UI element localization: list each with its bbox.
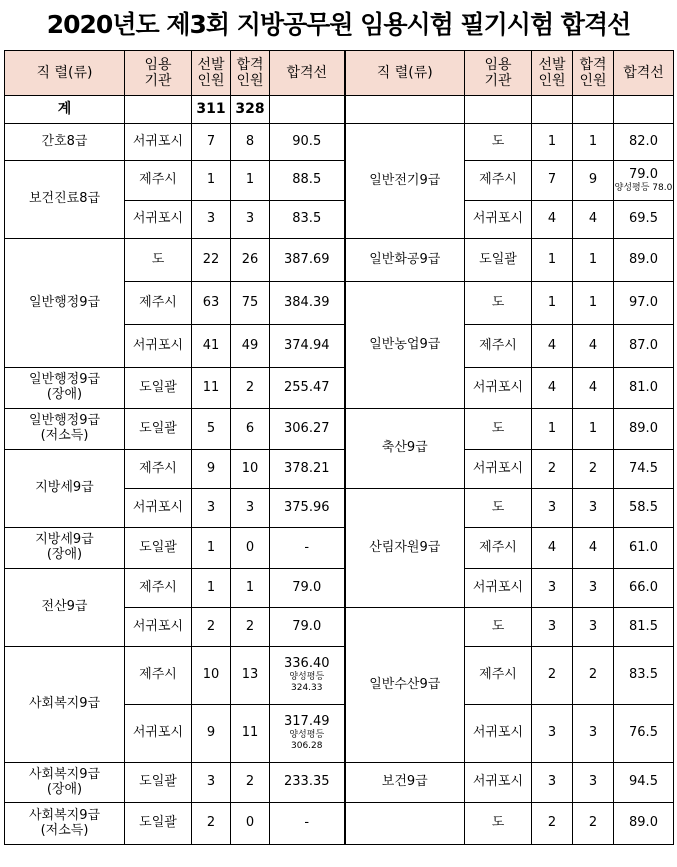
- job-cell: 지방세9급: [5, 450, 125, 528]
- pass-cell: 3: [573, 569, 614, 608]
- cut-cell: 66.0: [614, 569, 674, 608]
- pass-cell: 49: [231, 325, 270, 368]
- col-cut: 합격선: [270, 51, 345, 96]
- page-title: 2020년도 제3회 지방공무원 임용시험 필기시험 합격선: [46, 10, 631, 39]
- table-row: [5, 569, 674, 608]
- pass-cell: 3: [573, 608, 614, 647]
- cut-cell: 336.40 양성평등 324.33: [270, 647, 345, 705]
- cut-cell: 74.5: [614, 450, 674, 489]
- select-cell: 7: [192, 124, 231, 161]
- cut-cell: 89.0: [614, 239, 674, 282]
- select-cell: 1: [192, 161, 231, 201]
- table-row: [5, 450, 674, 489]
- select-cell: 63: [192, 282, 231, 325]
- job-cell: 보건9급: [345, 763, 465, 803]
- agency-cell: 도일괄: [125, 803, 192, 845]
- total-label: 계: [5, 96, 125, 124]
- job-cell: 일반수산9급: [345, 608, 465, 763]
- select-cell: 1: [192, 528, 231, 569]
- select-cell: 4: [532, 325, 573, 368]
- cut-cell: 81.0: [614, 368, 674, 409]
- table-row: [5, 763, 674, 803]
- cut-cell: -: [270, 528, 345, 569]
- agency-cell: 제주시: [125, 450, 192, 489]
- cut-cell: 378.21: [270, 450, 345, 489]
- select-cell: 22: [192, 239, 231, 282]
- table-row: [5, 528, 674, 569]
- job-cell: 사회복지9급 (장애): [5, 763, 125, 803]
- cut-cell: -: [270, 803, 345, 845]
- cut-cell: 69.5: [614, 201, 674, 239]
- agency-cell: 도: [465, 803, 532, 845]
- agency-cell: 제주시: [125, 647, 192, 705]
- pass-cell: 1: [231, 161, 270, 201]
- pass-cell: 0: [231, 528, 270, 569]
- pass-cell: 4: [573, 325, 614, 368]
- job-cell: 일반행정9급 (저소득): [5, 409, 125, 450]
- pass-cell: 3: [231, 201, 270, 239]
- select-cell: 3: [532, 705, 573, 763]
- agency-cell: 도일괄: [125, 368, 192, 409]
- pass-cell: 2: [231, 608, 270, 647]
- pass-cell: 1: [573, 239, 614, 282]
- select-cell: 3: [532, 763, 573, 803]
- gender-equity-note: 양성평등 78.0: [614, 182, 673, 193]
- pass-cell: 75: [231, 282, 270, 325]
- col-job: 직 렬(류): [5, 51, 125, 96]
- job-cell: [345, 803, 465, 845]
- agency-cell: 서귀포시: [125, 124, 192, 161]
- job-cell: 지방세9급 (장애): [5, 528, 125, 569]
- agency-cell: 서귀포시: [465, 763, 532, 803]
- col-job-right: 직 렬(류): [345, 51, 465, 96]
- col-pass: 합격 인원: [231, 51, 270, 96]
- header-row: [5, 51, 674, 96]
- job-cell: 보건진료8급: [5, 161, 125, 239]
- select-cell: 2: [532, 647, 573, 705]
- table-row: [5, 239, 674, 282]
- select-cell: 2: [532, 450, 573, 489]
- select-cell: 3: [192, 489, 231, 528]
- total-row: [5, 96, 674, 124]
- agency-cell: 도: [465, 608, 532, 647]
- pass-cell: 3: [573, 489, 614, 528]
- agency-cell: 도: [465, 409, 532, 450]
- pass-cell: 11: [231, 705, 270, 763]
- job-cell: 일반전기9급: [345, 124, 465, 239]
- col-pass-right: 합격 인원: [573, 51, 614, 96]
- table-row: [5, 409, 674, 450]
- cut-cell: 88.5: [270, 161, 345, 201]
- select-cell: 2: [532, 803, 573, 845]
- agency-cell: 서귀포시: [125, 608, 192, 647]
- col-select: 선발 인원: [192, 51, 231, 96]
- cut-cell: 374.94: [270, 325, 345, 368]
- agency-cell: 도일괄: [125, 528, 192, 569]
- agency-cell: 서귀포시: [465, 569, 532, 608]
- agency-cell: 제주시: [125, 569, 192, 608]
- select-cell: 1: [192, 569, 231, 608]
- pass-cell: 4: [573, 201, 614, 239]
- select-cell: 9: [192, 705, 231, 763]
- table-row: [5, 368, 674, 409]
- agency-cell: 서귀포시: [465, 368, 532, 409]
- pass-cell: 2: [231, 368, 270, 409]
- job-cell: 일반농업9급: [345, 282, 465, 409]
- agency-cell: 도: [465, 124, 532, 161]
- select-cell: 1: [532, 124, 573, 161]
- cut-cell: 82.0: [614, 124, 674, 161]
- pass-cell: 3: [573, 763, 614, 803]
- pass-cell: 26: [231, 239, 270, 282]
- pass-cell: 8: [231, 124, 270, 161]
- agency-cell: 서귀포시: [465, 705, 532, 763]
- pass-cell: 10: [231, 450, 270, 489]
- pass-cell: 1: [573, 282, 614, 325]
- cut-cell: 89.0: [614, 803, 674, 845]
- cut-cell: 317.49 양성평등 306.28: [270, 705, 345, 763]
- agency-cell: 도: [125, 239, 192, 282]
- pass-cell: 2: [573, 647, 614, 705]
- col-select-right: 선발 인원: [532, 51, 573, 96]
- select-cell: 3: [532, 489, 573, 528]
- cut-cell: 233.35: [270, 763, 345, 803]
- table-row: [5, 161, 674, 201]
- pass-cell: 2: [231, 763, 270, 803]
- cut-cell: 81.5: [614, 608, 674, 647]
- cut-cell: 83.5: [614, 647, 674, 705]
- agency-cell: 제주시: [125, 161, 192, 201]
- select-cell: 3: [192, 201, 231, 239]
- job-cell: 일반화공9급: [345, 239, 465, 282]
- select-cell: 41: [192, 325, 231, 368]
- job-cell: 전산9급: [5, 569, 125, 647]
- select-cell: 3: [532, 608, 573, 647]
- pass-score-table: [4, 50, 674, 845]
- job-cell: 일반행정9급 (장애): [5, 368, 125, 409]
- select-cell: 4: [532, 368, 573, 409]
- select-cell: 5: [192, 409, 231, 450]
- job-cell: 산림자원9급: [345, 489, 465, 608]
- cut-cell: 375.96: [270, 489, 345, 528]
- select-cell: 1: [532, 409, 573, 450]
- col-agency: 임용 기관: [125, 51, 192, 96]
- cut-cell: 89.0: [614, 409, 674, 450]
- pass-cell: 4: [573, 528, 614, 569]
- cut-cell: 79.0: [270, 608, 345, 647]
- job-cell: 사회복지9급: [5, 647, 125, 763]
- cut-cell: 255.47: [270, 368, 345, 409]
- pass-cell: 3: [573, 705, 614, 763]
- select-cell: 1: [532, 282, 573, 325]
- cut-cell: 94.5: [614, 763, 674, 803]
- cut-cell: 90.5: [270, 124, 345, 161]
- pass-cell: 3: [231, 489, 270, 528]
- cut-cell: 83.5: [270, 201, 345, 239]
- agency-cell: 도일괄: [465, 239, 532, 282]
- agency-cell: 도일괄: [125, 763, 192, 803]
- agency-cell: 서귀포시: [465, 201, 532, 239]
- agency-cell: 제주시: [465, 528, 532, 569]
- agency-cell: 서귀포시: [125, 705, 192, 763]
- cut-cell: 87.0: [614, 325, 674, 368]
- select-cell: 2: [192, 608, 231, 647]
- pass-cell: 0: [231, 803, 270, 845]
- pass-cell: 9: [573, 161, 614, 201]
- gender-equity-note: 양성평등: [289, 672, 325, 683]
- pass-cell: 2: [573, 450, 614, 489]
- pass-cell: 1: [231, 569, 270, 608]
- cut-cell: 79.0 양성평등 78.0: [614, 161, 674, 201]
- agency-cell: 제주시: [125, 282, 192, 325]
- col-cut-right: 합격선: [614, 51, 674, 96]
- cut-cell: 79.0: [270, 569, 345, 608]
- agency-cell: 도: [465, 489, 532, 528]
- col-agency-right: 임용 기관: [465, 51, 532, 96]
- cut-cell: 61.0: [614, 528, 674, 569]
- select-cell: 4: [532, 201, 573, 239]
- job-cell: 축산9급: [345, 409, 465, 489]
- table-row: [5, 647, 674, 705]
- table-row: [5, 124, 674, 161]
- select-cell: 3: [192, 763, 231, 803]
- job-cell: 일반행정9급: [5, 239, 125, 368]
- agency-cell: 서귀포시: [125, 325, 192, 368]
- agency-cell: 서귀포시: [465, 450, 532, 489]
- select-cell: 4: [532, 528, 573, 569]
- agency-cell: 제주시: [465, 647, 532, 705]
- select-cell: 3: [532, 569, 573, 608]
- agency-cell: 도: [465, 282, 532, 325]
- select-cell: 7: [532, 161, 573, 201]
- cut-cell: 306.27: [270, 409, 345, 450]
- select-cell: 11: [192, 368, 231, 409]
- agency-cell: 제주시: [465, 325, 532, 368]
- total-pass: 328: [231, 96, 270, 124]
- select-cell: 1: [532, 239, 573, 282]
- cut-cell: 97.0: [614, 282, 674, 325]
- agency-cell: 서귀포시: [125, 201, 192, 239]
- cut-cell: 76.5: [614, 705, 674, 763]
- job-cell: 간호8급: [5, 124, 125, 161]
- job-cell: 사회복지9급 (저소득): [5, 803, 125, 845]
- pass-cell: 2: [573, 803, 614, 845]
- select-cell: 2: [192, 803, 231, 845]
- agency-cell: 서귀포시: [125, 489, 192, 528]
- gender-equity-note: 양성평등: [289, 730, 325, 741]
- agency-cell: 제주시: [465, 161, 532, 201]
- table-row: [5, 803, 674, 845]
- cut-cell: 58.5: [614, 489, 674, 528]
- total-select: 311: [192, 96, 231, 124]
- pass-cell: 13: [231, 647, 270, 705]
- pass-cell: 6: [231, 409, 270, 450]
- pass-cell: 1: [573, 409, 614, 450]
- pass-cell: 1: [573, 124, 614, 161]
- agency-cell: 도일괄: [125, 409, 192, 450]
- cut-cell: 384.39: [270, 282, 345, 325]
- select-cell: 10: [192, 647, 231, 705]
- select-cell: 9: [192, 450, 231, 489]
- cut-cell: 387.69: [270, 239, 345, 282]
- pass-cell: 4: [573, 368, 614, 409]
